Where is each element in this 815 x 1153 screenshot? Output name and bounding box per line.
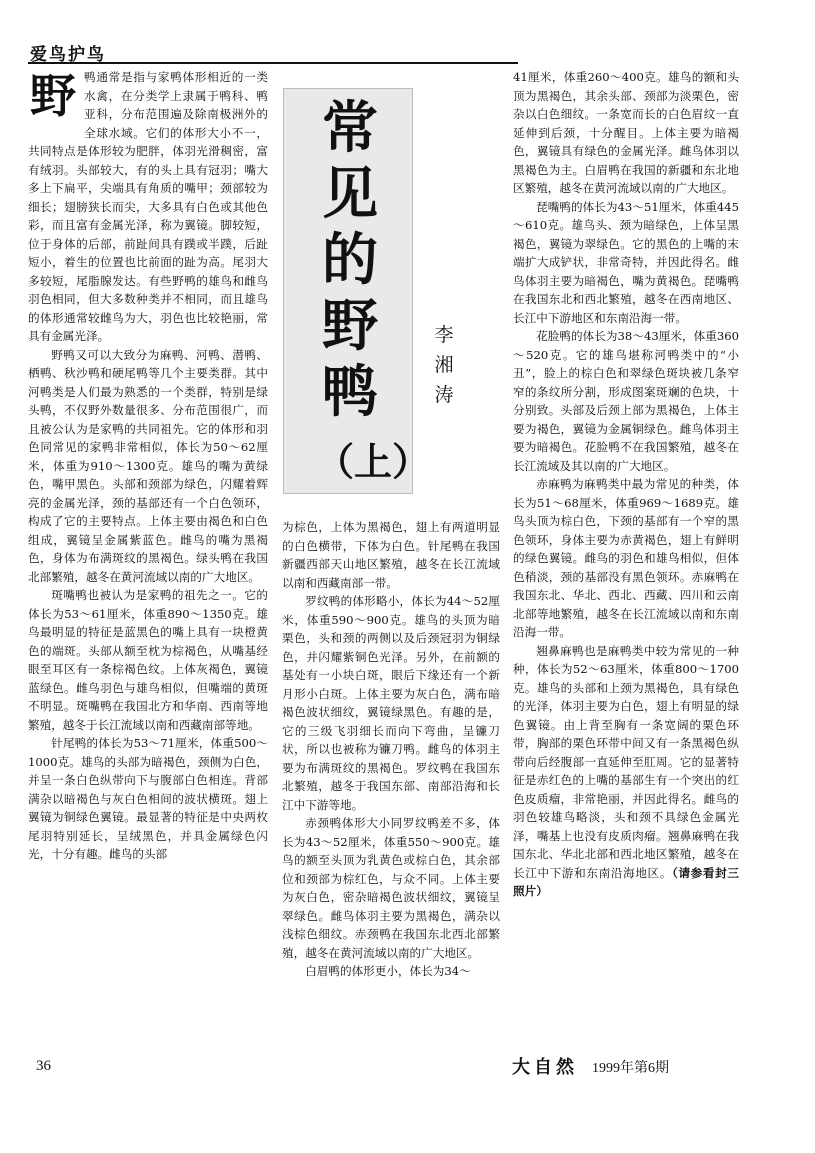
page-number: 36 bbox=[36, 1058, 51, 1074]
column-2 bbox=[282, 518, 500, 1033]
title-char: 的 bbox=[322, 228, 378, 293]
section-tag: 爱鸟护鸟 bbox=[30, 45, 106, 65]
title-char: 鸭 bbox=[322, 360, 378, 425]
photo-reference: （请参看封三照片） bbox=[513, 865, 739, 898]
header-rule bbox=[28, 62, 518, 64]
title-part: （上） bbox=[316, 440, 431, 484]
author bbox=[432, 320, 456, 410]
paragraph bbox=[513, 642, 739, 901]
paragraph: 41厘米，体重260～400克。雄鸟的额和头顶为黑褐色，其余头部、颈部为淡栗色，密杂以白色细纹。一条宽而长的白色眉纹一直延伸到后颈，十分醒目。上体主要为暗褐色，翼镜具有绿色的金属光泽。雌鸟体羽以黑褐色为主。白眉鸭在我国的新疆和东北地区繁殖，越冬在黄河流域以南的广大地区。 bbox=[513, 70, 739, 195]
paragraph: 罗纹鸭的体形略小，体长为44～52厘米，体重590～900克。雄鸟的头顶为暗栗色，头和颈的两侧以及后颈冠羽为铜绿色，并闪耀紫铜色光泽。另外，在前额的基处有一小块白斑，眼后下缘还有一个新月形小白斑。上体主要为灰白色，满布暗褐色波状细纹，翼镜绿黑色。有趣的是，它的三级飞羽细长而向下弯曲，呈镰刀状，所以也被称为镰刀鸭。雌鸟的体羽主要为布满斑纹的黑褐色。罗纹鸭在我国东北繁殖，越冬于我国东部、南部沿海和长江中下游等地。 bbox=[282, 594, 500, 812]
paragraph: 针尾鸭的体长为53～71厘米，体重500～1000克。雄鸟的头部为暗褐色，颈侧为白色，并呈一条白色纵带向下与腹部白色相连。背部满杂以暗褐色与灰白色相间的波状横斑。翅上翼镜为铜绿色翼镜。最显著的特征是中央两枚尾羽特别延长，呈绒黑色，并具金属绿色闪光，十分有趣。雌鸟的头部 bbox=[28, 736, 268, 861]
author-char: 湘 bbox=[434, 354, 454, 376]
magazine-name: 大自然 bbox=[512, 1057, 578, 1078]
paragraph: 野鸭又可以大致分为麻鸭、河鸭、潜鸭、栖鸭、秋沙鸭和硬尾鸭等几个主要类群。其中河鸭类是人们最为熟悉的一个类群，特别是绿头鸭，不仅野外数量很多、分布范围很广，而且被公认为是家鸭的共同祖先。它的体形和羽色同常见的家鸭非常相似，体长为50～62厘米，体重为910～1300克。雄鸟的嘴为黄绿色，嘴甲黑色。头部和颈部为绿色，闪耀着辉亮的金属光泽，颈的基部还有一个白色领环，构成了它的主要特点。上体主要由褐色和白色组成，翼镜呈金属紫蓝色。雌鸟的嘴为黑褐色，身体为布满斑纹的黑褐色。绿头鸭在我国北部繁殖，越冬在黄河流域以南的广大地区。 bbox=[28, 347, 268, 584]
column-3 bbox=[513, 68, 739, 1033]
paragraph: 赤颈鸭体形大小同罗纹鸭差不多，体长为43～52厘米，体重550～900克。雄鸟的额至头顶为乳黄色或棕白色，其余部位和颈部为棕红色，与众不同。上体主要为灰白色，密杂暗褐色波状细纹，翼镜呈翠绿色。雌鸟体羽主要为黑褐色，满杂以浅棕色细纹。赤颈鸭在我国东北西北部繁殖，越冬在黄河流域以南的广大地区。 bbox=[282, 816, 500, 960]
issue-label: 1999年第6期 bbox=[592, 1061, 669, 1076]
title-char: 野 bbox=[322, 294, 378, 359]
paragraph: 赤麻鸭为麻鸭类中最为常见的种类，体长为51～68厘米，体重969～1689克。雄鸟头顶为棕白色，下颈的基部有一个窄的黑色领环，身体主要为赤黄褐色，翅上有鲜明的绿色翼镜。雌鸟的羽色和雄鸟相似，但体色稍淡，颈的基部没有黑色领环。赤麻鸭在我国东北、华北、西北、西藏、四川和云南北部等地繁殖，越冬在长江流域以南和东南沿海一带。 bbox=[513, 477, 739, 639]
title-char: 见 bbox=[322, 162, 378, 227]
author-char: 李 bbox=[434, 324, 454, 346]
paragraph: 花脸鸭的体长为38～43厘米，体重360～520克。它的雄鸟堪称河鸭类中的“小丑”，脸上的棕白色和翠绿色斑块被几条窄窄的条纹所分割，形成图案斑斓的色块，十分别致。头部及后颈上部为黑褐色，上体主要为褐色，翼镜为金属铜绿色。雌鸟体羽主要为暗褐色。花脸鸭不在我国繁殖，越冬在长江流域及其以南的广大地区。 bbox=[513, 329, 739, 473]
drop-cap: 野 bbox=[30, 69, 76, 123]
paragraph: 琵嘴鸭的体长为43～51厘米，体重445～610克。雄鸟头、颈为暗绿色，上体呈黑褐色，翼镜为翠绿色。它的黑色的上嘴的末端扩大成铲状，非常奇特，并因此得名。雌鸟体羽主要为暗褐色，嘴为黄褐色。琵嘴鸭在我国东北和西北繁殖，越冬在西南地区、长江中下游地区和东南沿海一带。 bbox=[513, 199, 739, 325]
column-1 bbox=[28, 68, 268, 1028]
paragraph: 为棕色，上体为黑褐色，翅上有两道明显的白色横带，下体为白色。针尾鸭在我国新疆西部天山地区繁殖，越冬在长江流域以南和西藏南部一带。 bbox=[282, 520, 500, 590]
paragraph: 斑嘴鸭也被认为是家鸭的祖先之一。它的体长为53～61厘米，体重890～1350克。雄鸟最明显的特征是蓝黑色的嘴上具有一块橙黄色的端斑。头部从额至枕为棕褐色，从嘴基经眼至耳区有一条棕褐色纹。上体灰褐色，翼镜蓝绿色。雌鸟羽色与雄鸟相似，但嘴端的黄斑不明显。斑嘴鸭在我国北方和华南、西南等地繁殖，越冬于长江流域以南和西藏南部等地。 bbox=[28, 588, 268, 732]
paragraph: 鸭通常是指与家鸭体形相近的一类水禽，在分类学上隶属于鸭科、鸭亚科，分布范围遍及除南极洲外的全球水域。它们的体形大小不一，共同特点是体形较为肥胖，体羽光滑稠密，富有绒羽。头部较大，有的头上具有冠羽；嘴大多上下扁平，尖端具有角质的嘴甲；颈部较为细长；翅膀狭长而尖，大多具有白色或其他色彩，而且富有金属光泽，称为翼镜。脚较短，位于身体的后部，前趾间具有蹼或半蹼，后趾短小，着生的位置也比前面的趾为高。尾羽大多较短，尾脂腺发达。有些野鸭的雄鸟和雌鸟羽色相同，但大多数种类并不相同，而且雄鸟的体形通常较雌鸟为大，羽色也比较艳丽，常具有金属光泽。 bbox=[28, 70, 268, 343]
title-char: 常 bbox=[322, 96, 378, 161]
paragraph: 白眉鸭的体形更小，体长为34～ bbox=[305, 964, 471, 978]
article-title bbox=[300, 96, 400, 426]
paragraph-text: 翘鼻麻鸭也是麻鸭类中较为常见的一种种，体长为52～63厘米，体重800～1700克。雄鸟的头部和上颈为黑褐色，具有绿色的光泽，体羽主要为白色，翅上有明显的绿色翼镜。由上背至胸有一条宽阔的栗色环带，胸部的栗色环带中间又有一条黑褐色纵带向后经腹部一直延伸至肛周。它的显著特征是赤红色的上嘴的基部生有一个突出的红色皮质瘤，非常艳丽，并因此得名。雌鸟的羽色较雄鸟略淡，头和颈不具绿色金属光泽，嘴基上也没有皮质肉瘤。翘鼻麻鸭在我国东北、华北北部和西北地区繁殖，越冬在长江中下游和东南沿海地区。 bbox=[513, 643, 739, 880]
author-char: 涛 bbox=[434, 384, 454, 406]
